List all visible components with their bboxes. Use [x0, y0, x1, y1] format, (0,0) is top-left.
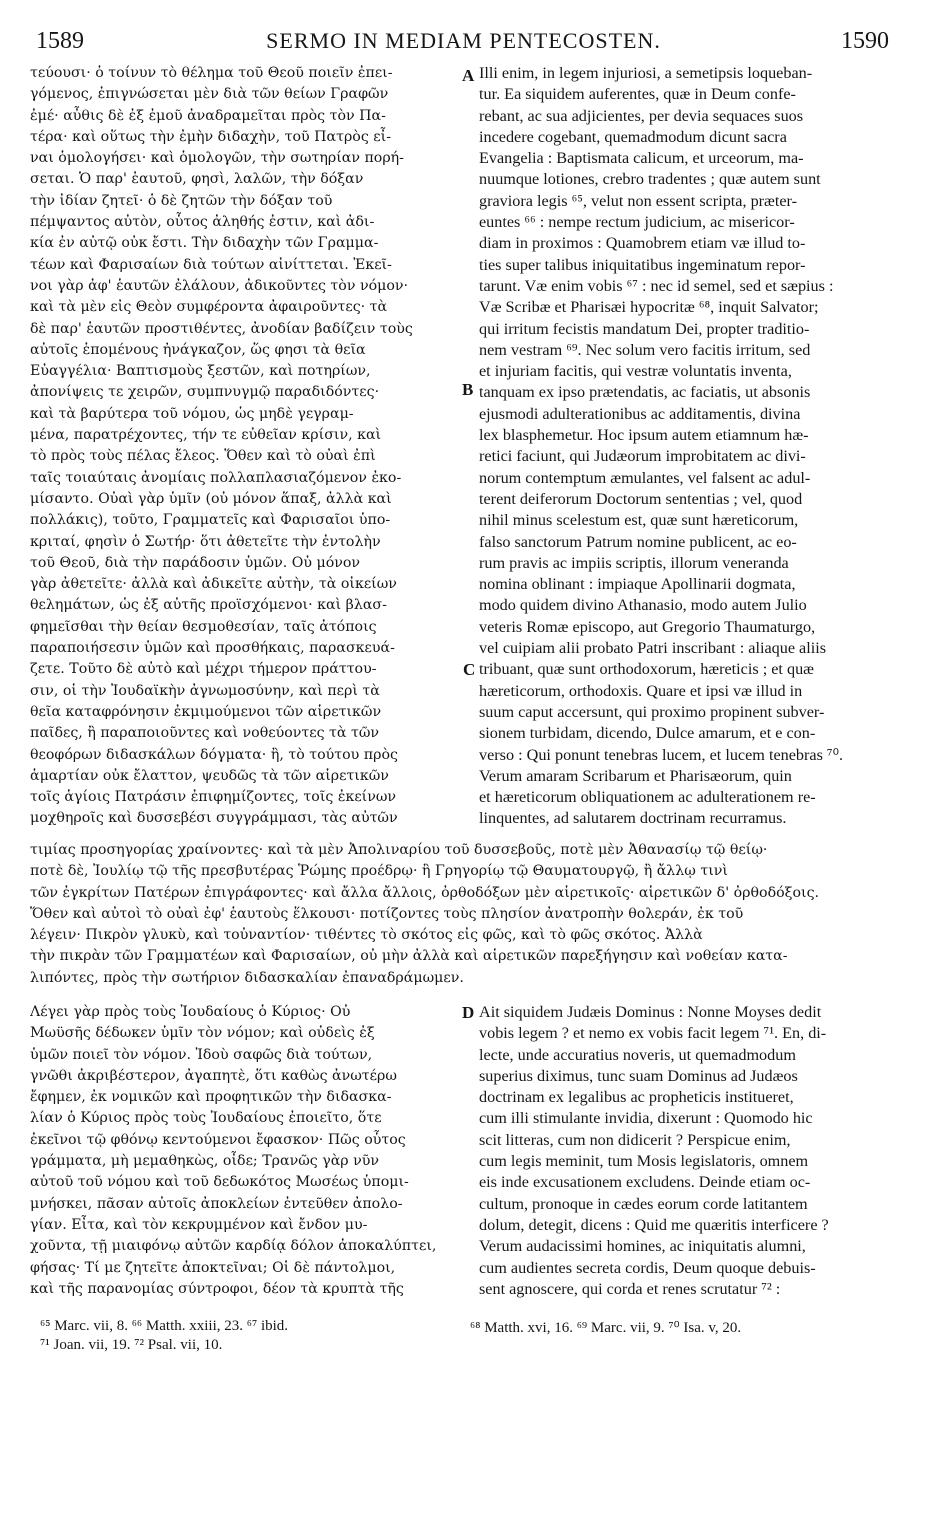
text-line: tanquam ex ipso prætendatis, ac faciatis, ut absonis	[479, 383, 811, 402]
text-line: dolum, detegit, dicens : Quid me quæritis interficere ?	[479, 1215, 829, 1234]
text-line: τῶν ἐγκρίτων Πατέρων ἐπιγράφοντες· καὶ ἄλλα ἄλλοις, ὀρθοδόξων μὲν αἱρετικοῖς· αἱρετικῶν δ' ὀρθοδόξοις.	[30, 884, 820, 901]
text-line: nihil minus scelestum est, quæ sunt hæreticorum,	[479, 511, 799, 530]
text-line: et injuriam facitis, qui vestræ voluntatis inventa,	[479, 362, 792, 381]
text-line: δὲ παρ' ἑαυτῶν προστιθέντες, ἀνοδίαν βαδίζειν τοὺς	[30, 320, 413, 337]
greek-column-top	[30, 63, 460, 837]
text-line: rum pravis ac impiis scriptis, illorum veneranda	[479, 553, 789, 572]
text-line: μένα, παρατρέχοντες, τήν τε εὐθεῖαν κρίσιν, καὶ	[30, 427, 382, 444]
text-line: φήσας· Τί με ζητεῖτε ἀποκτεῖναι; Οἱ δὲ πάντολμοι,	[30, 1259, 396, 1276]
text-line: tarunt. Væ enim vobis ⁶⁷ : nec id semel, sed et sæpius :	[479, 276, 834, 295]
text-line: μοχθηροῖς καὶ δυσσεβέσι συγγράμμασι, τὰς αὐτῶν	[30, 810, 398, 827]
text-line: φημεῖσθαι τὴν θείαν θεσμοθεσίαν, ταῖς ἀτόποις	[30, 618, 377, 635]
text-line: τὸ πρὸς τοὺς πέλας ἔλεος. Ὅθεν καὶ τὸ οὐαὶ ἐπὶ	[30, 448, 376, 465]
text-line: καὶ τὰ βαρύτερα τοῦ νόμου, ὡς μηδὲ γεγραμ-	[30, 405, 354, 422]
text-line: Ὅθεν καὶ αὐτοὶ τὸ οὐαὶ ἐφ' ἑαυτοὺς ἕλκουσι· ποτίζοντες τοὺς πλησίον ἀνατροπὴν θολεράν, ἐκ τοῦ	[30, 905, 744, 922]
text-line: νοι γὰρ ἀφ' ἑαυτῶν ἐλάλουν, ἀδικοῦντες τὸν νόμον·	[30, 277, 409, 294]
footnote-left-2: ⁷¹ Joan. vii, 19. ⁷² Psal. vii, 10.	[40, 1337, 223, 1353]
text-line: cultum, pronoque in cædes eorum corde latitantem	[479, 1194, 808, 1213]
text-line: γὰρ ἀθετεῖτε· ἀλλὰ καὶ ἀδικεῖτε αὐτὴν, τὰ οἰκείων	[30, 576, 397, 593]
text-line: Væ Scribæ et Pharisæi hypocritæ ⁶⁸, inquit Salvator;	[479, 298, 819, 317]
footnote-right-1: ⁶⁸ Matth. xvi, 16. ⁶⁹ Marc. vii, 9. ⁷⁰ Isa. v, 20.	[470, 1320, 742, 1336]
text-line: linquentes, ad salutarem doctrinam recurramus.	[479, 809, 787, 828]
text-line: γράμματα, μὴ μεμαθηκὼς, οἶδε; Τρανῶς γὰρ νῦν	[30, 1153, 380, 1170]
text-line: nem vestram ⁶⁹. Nec solum vero facitis irritum, sed	[479, 340, 811, 359]
text-line: καὶ τὰ μὲν εἰς Θεὸν συμφέροντα ἀφαιροῦντες· τὰ	[30, 299, 388, 316]
text-line: tur. Ea siquidem auferentes, quæ in Deum confe-	[479, 85, 796, 104]
text-line: Μωϋσῆς δέδωκεν ὑμῖν τὸν νόμον; καὶ οὐδεὶς ἐξ	[30, 1025, 375, 1042]
text-line: et hæreticorum obliquationem ac adulterationem re-	[479, 788, 816, 807]
running-header	[18, 8, 909, 54]
text-line: cum illi stimulante invidia, dixerunt : Quomodo hic	[479, 1109, 813, 1128]
text-line: πέμψαντος αὐτὸν, οὗτος ἀληθής ἐστιν, καὶ ἀδι-	[30, 214, 375, 231]
text-line: euntes ⁶⁶ : nempe rectum judicium, ac misericor-	[479, 213, 795, 232]
text-line: τέων καὶ Φαρισαίων διὰ τούτων αἰνίττεται. Ἐκεῖ-	[30, 256, 392, 273]
text-line: sionem turbidam, dicendo, Dulce amarum, et e con-	[479, 724, 816, 743]
text-line: ναι ὁμολογήσει· καὶ ὁμολογῶν, τὴν σωτηρίαν πορή-	[30, 150, 404, 167]
text-line: falso sanctorum Patrum nomine publicent, ac eo-	[479, 532, 797, 551]
text-line: ζετε. Τοῦτο δὲ αὐτὸ καὶ μέχρι τήμερον πράττου-	[30, 661, 377, 678]
text-line: μίσαντο. Οὐαὶ γὰρ ὑμῖν (οὐ μόνον ἅπαξ, ἀλλὰ καὶ	[30, 490, 392, 507]
text-line: Εὐαγγέλια· Βαπτισμοὺς ξεστῶν, καὶ ποτηρίων,	[30, 363, 371, 380]
latin-column-top	[479, 63, 899, 837]
text-line: terent deiferorum Doctorum sententias ; vel, quod	[479, 489, 803, 508]
running-title: SERMO IN MEDIAM PENTECOSTEN.	[266, 28, 661, 53]
text-line: qui irritum fecistis mandatum Dei, propter traditio-	[479, 319, 810, 338]
text-line: ὑμῶν ποιεῖ τὸν νόμον. Ἰδοὺ σαφῶς διὰ τούτων,	[30, 1046, 373, 1063]
right-page-number: 1590	[841, 28, 889, 54]
text-line: γίαν. Εἶτα, καὶ τὸν κεκρυμμένον καὶ ἔνδον μυ-	[30, 1216, 368, 1233]
text-line: σιν, οἱ τὴν Ἰουδαϊκὴν ἀγνωμοσύνην, καὶ περὶ τὰ	[30, 682, 380, 699]
text-line: τιμίας προσηγορίας χραίνοντες· καὶ τὰ μὲν Ἀπολιναρίου τοῦ δυσσεβοῦς, ποτὲ μὲν Ἀθανασίῳ τῷ θείῳ·	[30, 842, 768, 858]
text-line: ἐκεῖνοι τῷ φθόνῳ κεντούμενοι ἔφασκον· Πῶς οὗτος	[30, 1131, 406, 1148]
text-line: lex blasphemetur. Hoc ipsum autem etiamnum hæ-	[479, 426, 809, 445]
text-line: μνήσκει, πᾶσαν αὐτοῖς ἀποκλείων ἐντεῦθεν ἀπολο-	[30, 1195, 403, 1212]
text-line: modo quidem divino Athanasio, modo autem Julio	[479, 596, 807, 615]
text-line: veteris Romæ episcopo, aut Gregorio Thaumaturgo,	[479, 617, 816, 636]
text-line: Illi enim, in legem injuriosi, a semetipsis loqueban-	[479, 64, 813, 82]
margin-letter-c: C	[463, 660, 476, 679]
text-line: rebant, ac sua adjicientes, per devia sequaces suos	[479, 106, 804, 125]
text-line: Verum audacissimi homines, ac iniquitatis alumni,	[479, 1237, 806, 1256]
text-line: graviora legis ⁶⁵, velut non essent scripta, præter-	[479, 191, 797, 210]
text-line: sent agnoscere, qui corda et renes scrutatur ⁷² :	[479, 1279, 781, 1298]
text-line: superius diximus, tunc suam Dominus ad Judæos	[479, 1066, 798, 1085]
text-line: ἀπονίψεις τε χειρῶν, συμπνυγμῷ παραδιδόντες·	[30, 384, 380, 401]
text-line: norum contemptum æmulantes, vel falsent ac adul-	[479, 468, 811, 487]
text-line: θεῖα καταφρόνησιν ἐκμιμούμενοι τῶν αἱρετικῶν	[30, 703, 382, 720]
text-line: σεται. Ὁ παρ' ἑαυτοῦ, φησὶ, λαλῶν, τὴν δόξαν	[30, 171, 364, 188]
text-line: nuumque lotiones, crebro tradentes ; quæ autem sunt	[479, 170, 821, 189]
text-line: cum audientes secreta cordis, Deum quoque debuis-	[479, 1258, 816, 1277]
text-line: γόμενος, ἐπιγνώσεται μὲν διὰ τῶν θείων Γραφῶν	[30, 86, 389, 103]
text-line: πολλάκις), τοῦτο, Γραμματεῖς καὶ Φαρισαῖοι ὑπο-	[30, 512, 391, 529]
text-line: τοῦ Θεοῦ, διὰ τὴν παράδοσιν ὑμῶν. Οὐ μόνον	[30, 554, 361, 571]
text-line: verso : Qui ponunt tenebras lucem, et lucem tenebras ⁷⁰.	[479, 745, 844, 764]
text-line: vel cuipiam alii probato Patri inscribant : aliaque aliis	[479, 639, 827, 658]
text-line: vobis legem ? et nemo ex vobis facit legem ⁷¹. En, di-	[479, 1024, 827, 1043]
text-line: suum caput accersunt, qui proximo propinent subver-	[479, 702, 825, 721]
text-line: ejusmodi adulterationibus ac additamentis, divina	[479, 404, 801, 423]
text-line: κία ἐν αὐτῷ οὐκ ἔστι. Τὴν διδαχὴν τῶν Γραμμα-	[30, 235, 379, 252]
text-line: λέγειν· Πικρὸν γλυκὺ, καὶ τοὐναντίον· τιθέντες τὸ σκότος εἰς φῶς, καὶ τὸ φῶς σκότος. Ἀλλὰ	[30, 927, 703, 944]
greek-full-width-passage	[30, 840, 899, 990]
text-line: Ait siquidem Judæis Dominus : Nonne Moyses dedit	[479, 1003, 822, 1021]
text-line: χοῦντα, τῇ μιαιφόνῳ αὐτῶν καρδίᾳ δόλον ἀποκαλύπτει,	[30, 1238, 437, 1255]
margin-letter-a: A	[462, 66, 475, 85]
text-line: lecte, unde accuratius noveris, ut quemadmodum	[479, 1045, 796, 1064]
text-line: τὴν πικρὰν τῶν Γραμματέων καὶ Φαρισαίων, οὐ μὴν ἀλλὰ καὶ αἱρετικῶν παρεξήγησιν καὶ νοθείαν κατα-	[30, 948, 788, 965]
text-line: καὶ τῆς παρανομίας σύντροφοι, δέον τὰ κρυπτὰ τῆς	[30, 1280, 404, 1297]
text-line: τέρα· καὶ οὕτως τὴν ἐμὴν διδαχὴν, τοῦ Πατρὸς εἶ-	[30, 128, 391, 145]
text-line: incedere cogebant, quemadmodum dicunt sacra	[479, 127, 787, 146]
footnote-left-1: ⁶⁵ Marc. vii, 8. ⁶⁶ Matth. xxiii, 23. ⁶⁷ ibid.	[40, 1318, 289, 1334]
left-page-number: 1589	[36, 28, 84, 54]
greek-column-bottom	[30, 1002, 460, 1302]
latin-column-bottom	[479, 1002, 899, 1302]
text-line: ἔφημεν, ἐκ νομικῶν καὶ προφητικῶν τὴν διδασκα-	[30, 1089, 392, 1106]
text-line: tribuant, quæ sunt orthodoxorum, hæreticis ; et quæ	[479, 660, 814, 679]
text-line: hæreticorum, orthodoxis. Quare et ipsi væ illud in	[479, 681, 803, 700]
text-line: θεοφόρων διδασκάλων δόγματα· ἢ, τὸ τούτου πρὸς	[30, 746, 398, 763]
text-line: ποτὲ δὲ, Ἰουλίῳ τῷ τῆς πρεσβυτέρας Ῥώμης προέδρῳ· ἢ Γρηγορίῳ τῷ Θαυματουργῷ, ἢ ἄλλῳ τινὶ	[30, 863, 728, 880]
text-line: λίαν ὁ Κύριος πρὸς τοὺς Ἰουδαίους ἐποιεῖτο, ὅτε	[30, 1110, 382, 1127]
text-line: doctrinam ex legalibus ac propheticis institueret,	[479, 1088, 794, 1107]
margin-letter-b: B	[462, 380, 474, 399]
text-line: παῖδες, ἢ παραποιοῦντες καὶ νοθεύοντες τὰ τῶν	[30, 725, 380, 742]
text-line: ἁμαρτίαν οὐκ ἔλαττον, ψευδῶς τὰ τῶν αἱρετικῶν	[30, 767, 389, 784]
text-line: ἐμέ· αὖθις δὲ ἐξ ἐμοῦ ἀναδραμεῖται πρὸς τὸν Πα-	[30, 107, 386, 124]
text-line: retici faciunt, qui Judæorum improbitatem ac divi-	[479, 447, 806, 466]
text-line: κριταί, φησὶν ὁ Σωτήρ· ὅτι ἀθετεῖτε τὴν ἐντολὴν	[30, 533, 381, 550]
text-line: eis inde excusationem excludens. Deinde etiam oc-	[479, 1173, 811, 1192]
text-line: αὐτοῖς ἑπομένους ἠνάγκαζον, ὥς φησι τὰ θεῖα	[30, 341, 366, 358]
text-line: Evangelia : Baptismata calicum, et urceorum, ma-	[479, 149, 804, 168]
text-line: θελημάτων, ὡς ἐξ αὐτῆς προϊσχόμενοι· καὶ βλασ-	[30, 597, 387, 614]
text-line: τεύουσι· ὁ τοίνυν τὸ θέλημα τοῦ Θεοῦ ποιεῖν ἐπει-	[30, 65, 393, 81]
text-line: γνῶθι ἀκριβέστερον, ἀγαπητὲ, ὅτι καθὼς ἀνωτέρω	[30, 1067, 397, 1084]
text-line: Verum amaram Scribarum et Pharisæorum, quin	[479, 766, 792, 785]
text-line: nomina oblinant : impiaque Apollinarii dogmata,	[479, 575, 796, 594]
text-line: τοῖς ἁγίοις Πατράσιν ἐπιφημίζοντες, τοῖς ἐκείνων	[30, 789, 397, 806]
text-line: scit litteras, cum non didicerit ? Perspicue enim,	[479, 1130, 791, 1149]
margin-letter-d: D	[462, 1003, 475, 1022]
text-line: Λέγει γὰρ πρὸς τοὺς Ἰουδαίους ὁ Κύριος· Οὐ	[30, 1004, 351, 1020]
text-line: τὴν ἰδίαν ζητεῖ· ὁ δὲ ζητῶν τὴν δόξαν τοῦ	[30, 192, 333, 209]
text-line: αὐτοῦ τοῦ νόμου καὶ τοῦ δεδωκότος Μωσέως ὑπομι-	[30, 1174, 409, 1191]
text-line: cum legis meminit, tum Mosis legislatoris, omnem	[479, 1152, 809, 1171]
text-line: ties super talibus iniquitatibus ingeminatum repor-	[479, 255, 806, 274]
text-line: diam in proximos : Quamobrem etiam væ illud to-	[479, 234, 806, 253]
text-line: παραποιήσεσιν ὑμῶν καὶ προσθήκαις, παρασκευά-	[30, 640, 395, 657]
text-line: ταῖς τοιαύταις ἀνομίαις πολλαπλασιαζόμενον ἐκο-	[30, 469, 402, 486]
text-line: λιπόντες, πρὸς τὴν σωτήριον διδασκαλίαν ἐπαναδράμωμεν.	[30, 969, 464, 986]
